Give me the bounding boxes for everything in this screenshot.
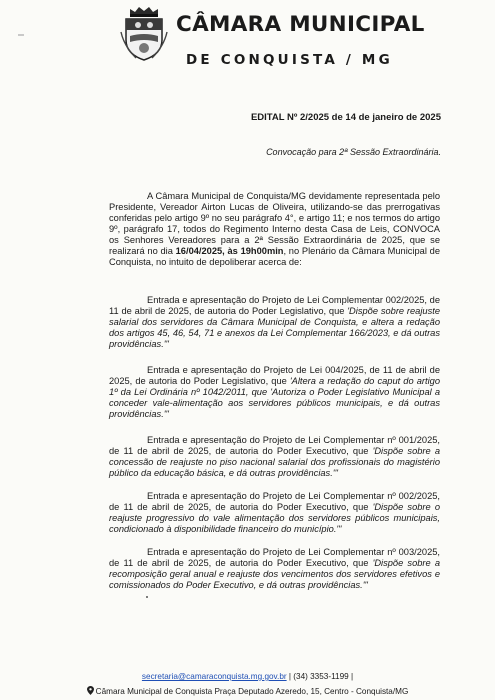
- agenda-item-4: [109, 491, 440, 535]
- agenda-item-quote: 'Dispõe sobre a concessão de reajuste no piso nacional salarial dos profissionais do magistério público da educação básica, e dá outras providências.'": [109, 446, 440, 478]
- footer-email-link[interactable]: secretaria@camaraconquista.mg.gov.br: [141, 672, 287, 681]
- org-city: DE CONQUISTA / MG: [186, 52, 393, 68]
- agenda-item-lead: Entrada e apresentação do Projeto de Lei Complementar nº 003/2025, de 11 de abril de 2025, de autoria do Poder Executivo, que: [109, 547, 440, 568]
- session-date-time: 16/04/2025, às 19h00min: [175, 246, 284, 256]
- scan-artifact: [146, 596, 148, 598]
- footer-address: Câmara Municipal de Conquista Praça Deputado Azeredo, 15, Centro - Conquista/MG: [95, 687, 409, 696]
- intro-paragraph: [109, 191, 440, 268]
- org-name: CÂMARA MUNICIPAL: [176, 12, 425, 37]
- scan-artifact: [18, 34, 24, 36]
- location-pin-icon: [87, 686, 94, 695]
- convocation-subtitle: Convocação para 2ª Sessão Extraordinária.: [266, 147, 441, 157]
- edital-title: EDITAL Nº 2/2025 de 14 de janeiro de 2025: [250, 112, 441, 123]
- agenda-item-quote: 'Dispõe sobre a recomposição geral anual e reajuste dos vencimentos dos servidores efetivos e comissionados do Poder Executivo, e dá outras providências.'": [109, 558, 440, 590]
- agenda-item-3: [109, 435, 440, 479]
- municipal-coat-of-arms-icon: [118, 6, 170, 62]
- agenda-item-quote: 'Dispõe sobre o reajuste progressivo do vale alimentação dos servidores públicos municipais, condicionado à disponibilidade financeiro do município.'": [109, 502, 440, 534]
- agenda-item-1: [109, 295, 440, 350]
- agenda-item-quote: 'Altera a redação do caput do artigo 1º da Lei Ordinária nº 1042/2011, que 'Autoriza o Poder Legislativo Municipal a conceder vale-alimentação aos servidores públicos municipais, e dá outras providências.'": [109, 376, 440, 419]
- intro-text-part1: A Câmara Municipal de Conquista/MG devidamente representada pelo Presidente, Vereador Airton Lucas de Oliveira, utilizando-se das prerrogativas conferidas pelo artigo 9º no seu parágrafo 4°, e artigo 11; e nos termos do artigo 9º, parágrafo 17, todos do Regimento Interno desta Casa de Leis, CONVOCA os Senhores Vereadores para a 2ª Sessão Extraordinária de 2025, que se realizará no dia: [109, 191, 440, 256]
- footer-address-line: [0, 686, 495, 696]
- agenda-item-2: [109, 365, 440, 420]
- agenda-item-5: [109, 547, 440, 591]
- agenda-item-quote: 'Dispõe sobre reajuste salarial dos servidores da Câmara Municipal de Conquista, e altera a redação dos artigos 45, 46, 54, 71 e anexos da Lei Complementar 166/2023, e dá outras providências.'": [109, 306, 440, 349]
- intro-text-part2: , no Plenário da Câmara Municipal de Conquista, no intuito de depoliberar acerca de:: [109, 246, 440, 267]
- agenda-item-lead: Entrada e apresentação do Projeto de Lei Complementar nº 001/2025, de 11 de abril de 2025, de autoria do Poder Executivo, que: [109, 435, 440, 456]
- agenda-item-lead: Entrada e apresentação do Projeto de Lei 004/2025, de 11 de abril de 2025, de autoria do Poder Legislativo, que: [109, 365, 440, 386]
- footer-phone: | (34) 3353-1199 |: [288, 672, 354, 681]
- footer-contact: [0, 672, 495, 681]
- agenda-item-lead: Entrada e apresentação do Projeto de Lei Complementar nº 002/2025, de 11 de abril de 2025, de autoria do Poder Executivo, que: [109, 491, 440, 512]
- agenda-item-lead: Entrada e apresentação do Projeto de Lei Complementar 002/2025, de 11 de abril de 2025, de autoria do Poder Legislativo, que: [109, 295, 440, 316]
